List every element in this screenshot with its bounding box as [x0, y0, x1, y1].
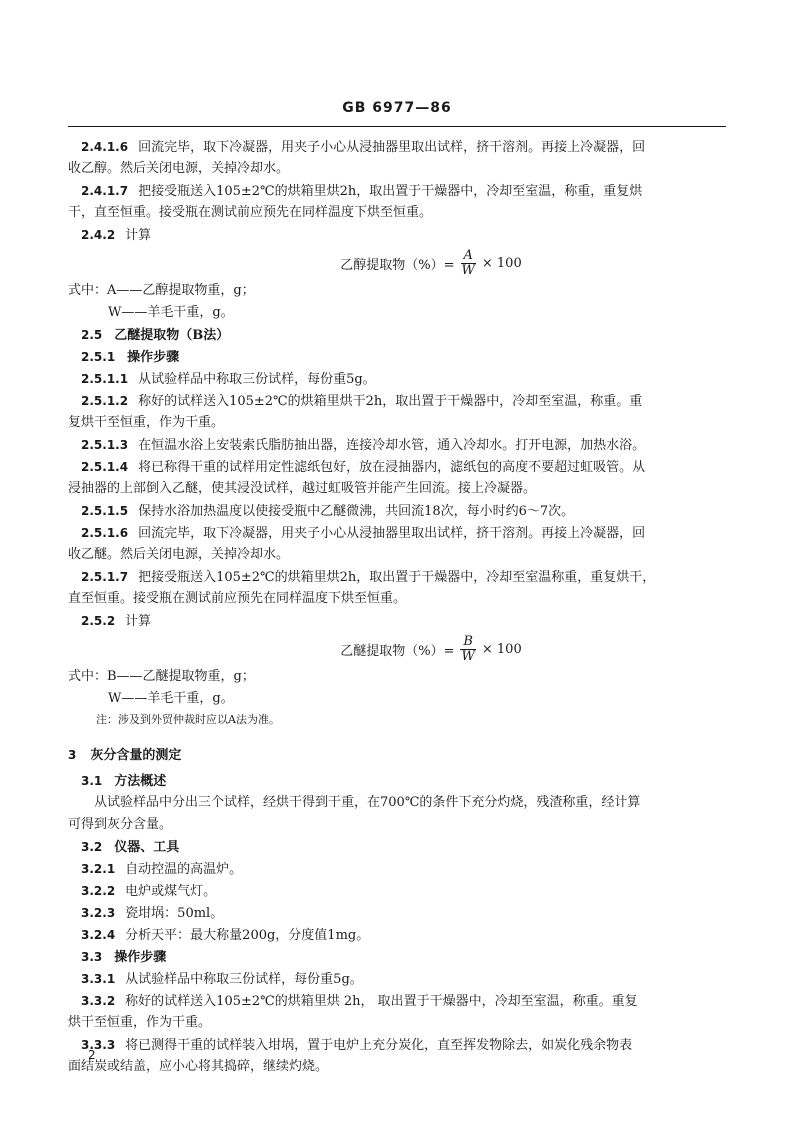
section-3-3 [68, 946, 724, 968]
clause-text-cont: 干，直至恒重。接受瓶在测试前应预先在同样温度下烘至恒重。 [68, 205, 433, 220]
where-line-w: W——羊毛干重，g。 [108, 691, 234, 706]
clause-number: 2.5.1.5 [81, 504, 129, 518]
section-3-2 [68, 836, 724, 858]
section-2-5 [68, 324, 724, 346]
clause-text-cont: 收乙醇。然后关闭电源，关掉冷却水。 [68, 161, 290, 176]
clause-text: 自动控温的高温炉。 [125, 862, 243, 877]
clause-text: 将已测得干重的试样装入坩埚，置于电炉上充分炭化，直至挥发物除去，如炭化残余物表 [125, 1038, 633, 1053]
note: 注：涉及到外贸仲裁时应以A法为准。 [96, 713, 280, 726]
clause-text: 从试验样品中称取三份试样，每份重5g。 [138, 372, 376, 387]
clause-2-5-1-2 [68, 390, 724, 412]
clause-number: 2.4.1.7 [81, 184, 129, 198]
clause-number: 2.4.1.6 [81, 140, 129, 154]
clause-text: 称好的试样送入105±2℃的烘箱里烘 2h， 取出置于干燥器中，冷却至室温，称重。重复 [125, 994, 638, 1009]
clause-text: 称好的试样送入105±2℃的烘箱里烘干2h，取出置于干燥器中，冷却至室温，称重。重 [138, 394, 643, 409]
formula-fraction [459, 249, 478, 278]
clause-3-3-3 [68, 1034, 724, 1056]
fraction-denominator: W [461, 262, 475, 278]
clause-number: 3.2.4 [81, 928, 116, 942]
formula-right: × 100 [481, 641, 522, 657]
clause-number: 2.5.1.4 [81, 460, 129, 474]
clause-number: 2.5.1.6 [81, 526, 129, 540]
section-number: 3.3 [81, 950, 103, 964]
page-number: 2 [88, 1048, 96, 1062]
clause-text-cont: 收乙醚。然后关闭电源，关掉冷却水。 [68, 547, 290, 562]
clause-number: 2.5.1.3 [81, 438, 129, 452]
clause-number: 2.5.2 [81, 614, 116, 628]
clause-2-4-1-6 [68, 136, 724, 158]
clause-text: 电炉或煤气灯。 [125, 884, 217, 899]
clause-2-5-1-6 [68, 522, 724, 544]
section-3 [68, 744, 724, 766]
section-title: 方法概述 [114, 774, 167, 789]
clause-2-5-1-3 [68, 434, 724, 456]
clause-text-cont: 直至恒重。接受瓶在测试前应预先在同样温度下烘至恒重。 [68, 591, 407, 606]
formula-ethanol [68, 246, 724, 280]
clause-number: 2.5.1.7 [81, 570, 129, 584]
clause-text-cont: 烘干至恒重，作为干重。 [68, 1015, 212, 1030]
fraction-numerator: B [460, 635, 476, 650]
clause-text: 把接受瓶送入105±2℃的烘箱里烘2h，取出置于干燥器中，冷却至室温，称重，重复烘 [138, 184, 643, 199]
clause-text: 回流完毕，取下冷凝器，用夹子小心从浸抽器里取出试样，挤干溶剂。再接上冷凝器，回 [138, 526, 646, 541]
clause-text: 在恒温水浴上安装索氏脂肪抽出器，连接冷却水管，通入冷却水。打开电源，加热水浴。 [138, 438, 646, 453]
fraction-denominator: W [461, 648, 475, 664]
section-number: 3 [68, 748, 77, 762]
clause-number: 2.4.2 [81, 228, 116, 242]
formula-left: 乙醇提取物（%）= [340, 257, 455, 273]
clause-text-cont: 复烘干至恒重，作为干重。 [68, 415, 225, 430]
clause-text: 将已称得干重的试样用定性滤纸包好，放在浸抽器内，滤纸包的高度不要超过虹吸管。从 [138, 460, 646, 475]
formula-right: × 100 [481, 255, 522, 271]
clause-3-2-4 [68, 924, 724, 946]
section-number: 2.5.1 [81, 350, 116, 364]
section-title: 操作步骤 [127, 350, 180, 365]
clause-number: 3.3.2 [81, 994, 116, 1008]
clause-2-5-1-5 [68, 500, 724, 522]
section-number: 2.5 [81, 328, 103, 342]
section-title: 乙醚提取物（B法） [114, 328, 230, 343]
paragraph-overview-cont: 可得到灰分含量。 [68, 817, 173, 832]
section-3-1 [68, 770, 724, 792]
paragraph-overview: 从试验样品中分出三个试样，经烘干得到干重，在700℃的条件下充分灼烧，残渣称重，经计算 [94, 795, 641, 810]
header-rule [68, 126, 726, 127]
clause-text: 分析天平：最大称量200g，分度值1mg。 [125, 928, 370, 943]
document-header: GB 6977—86 [342, 100, 452, 116]
formula-left: 乙醚提取物（%）= [340, 643, 455, 659]
clause-3-3-1 [68, 968, 724, 990]
clause-title: 计算 [125, 614, 152, 629]
clause-text-cont: 面结炭或结盖，应小心将其捣碎，继续灼烧。 [68, 1059, 329, 1074]
section-number: 3.2 [81, 840, 103, 854]
spacer [68, 730, 724, 744]
where-line-a: 式中：A——乙醇提取物重，g； [68, 283, 255, 298]
clause-text: 回流完毕，取下冷凝器，用夹子小心从浸抽器里取出试样，挤干溶剂。再接上冷凝器，回 [138, 140, 646, 155]
clause-3-2-2 [68, 880, 724, 902]
clause-number: 3.2.1 [81, 862, 116, 876]
where-line-b: 式中：B——乙醚提取物重，g； [68, 669, 255, 684]
clause-2-5-1-1 [68, 368, 724, 390]
section-title: 仪器、工具 [114, 840, 180, 855]
clause-3-2-3 [68, 902, 724, 924]
clause-number: 3.2.2 [81, 884, 116, 898]
clause-3-2-1 [68, 858, 724, 880]
clause-text: 保持水浴加热温度以使接受瓶中乙醚微沸，共回流18次，每小时约6～7次。 [138, 504, 575, 519]
clause-2-4-2 [68, 224, 724, 246]
clause-2-5-2 [68, 610, 724, 632]
section-2-5-1 [68, 346, 724, 368]
fraction-numerator: A [461, 249, 476, 264]
section-title: 操作步骤 [114, 950, 167, 965]
clause-2-5-1-4 [68, 456, 724, 478]
clause-text: 把接受瓶送入105±2℃的烘箱里烘2h，取出置于干燥器中，冷却至室温称重，重复烘干， [138, 570, 656, 585]
formula-fraction [459, 635, 478, 664]
clause-number: 2.5.1.1 [81, 372, 129, 386]
clause-number: 3.3.3 [81, 1038, 116, 1052]
clause-3-3-2 [68, 990, 724, 1012]
clause-2-4-1-7 [68, 180, 724, 202]
clause-text: 瓷坩埚：50ml。 [125, 906, 224, 921]
section-number: 3.1 [81, 774, 103, 788]
formula-ether [68, 632, 724, 666]
clause-number: 3.2.3 [81, 906, 116, 920]
where-line-w: W——羊毛干重，g。 [108, 305, 234, 320]
section-title: 灰分含量的测定 [90, 748, 182, 763]
clause-number: 3.3.1 [81, 972, 116, 986]
clause-number: 2.5.1.2 [81, 394, 129, 408]
clause-title: 计算 [125, 228, 152, 243]
clause-2-5-1-7 [68, 566, 724, 588]
clause-text: 从试验样品中称取三份试样，每份重5g。 [125, 972, 363, 987]
document-body [68, 136, 724, 1078]
clause-text-cont: 浸抽器的上部倒入乙醚，使其浸没试样，越过虹吸管并能产生回流。接上冷凝器。 [68, 481, 537, 496]
